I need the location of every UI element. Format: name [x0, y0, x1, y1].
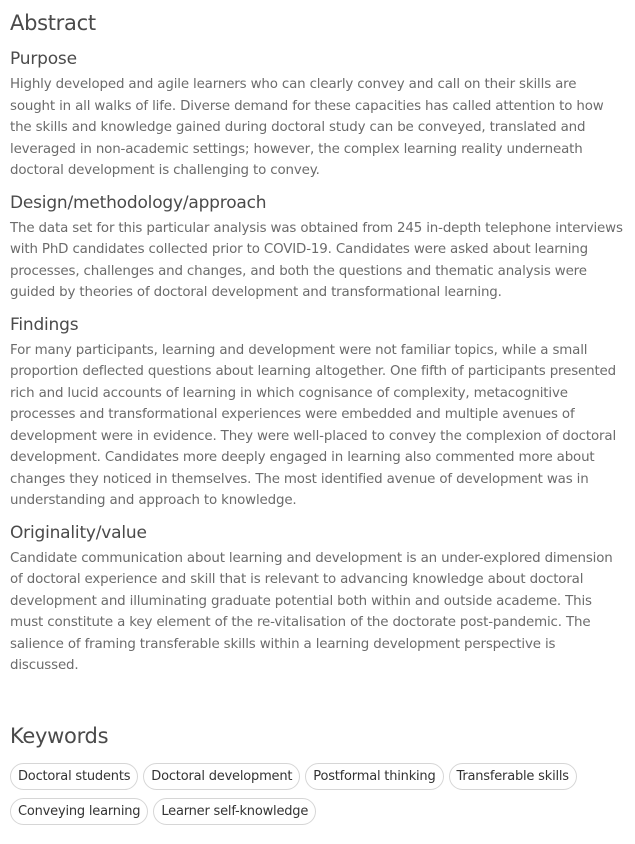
keyword-chip[interactable]: Conveying learning — [10, 798, 148, 825]
abstract-section-purpose — [10, 46, 625, 182]
section-heading-design: Design/methodology/approach — [10, 192, 267, 213]
section-heading-purpose: Purpose — [10, 49, 77, 69]
section-body-purpose: Highly developed and agile learners who can clearly convey and call on their skills are sought in all walks of life. Diverse demand for these capacities has called attention to how the skills and knowledge gained during doctoral study can be conveyed, translated and leveraged in non-academic settings; however, the complex learning reality underneath doctoral development is challenging to convey. — [10, 77, 604, 178]
abstract-section-originality — [10, 520, 625, 677]
keyword-chip[interactable]: Doctoral development — [143, 763, 300, 790]
section-body-originality: Candidate communication about learning and development is an under-explored dimension of doctoral experience and skill that is relevant to advancing knowledge about doctoral development and illuminating graduate potential both within and outside academe. This must constitute a key element of the re-vitalisation of the doctorate post-pandemic. The salience of framing transferable skills within a learning development perspective is discussed. — [10, 550, 613, 673]
keyword-chip[interactable]: Postformal thinking — [305, 763, 443, 790]
section-heading-findings: Findings — [10, 314, 79, 335]
keyword-chip[interactable]: Doctoral students — [10, 763, 138, 790]
section-body-findings: For many participants, learning and development were not familiar topics, while a small proportion deflected questions about learning altogether. One fifth of participants presented rich and lucid accounts of learning in which cognisance of complexity, metacognitive processes and transformational experiences were embedded and multiple avenues of development were in evidence. They were well-placed to convey the complexion of doctoral development. Candidates more deeply engaged in learning also commented more about changes they noticed in themselves. The most identified avenue of development was in understanding and approach to knowledge. — [10, 342, 617, 508]
keyword-chip[interactable]: Learner self-knowledge — [153, 798, 316, 825]
keywords-title: Keywords — [10, 723, 109, 748]
abstract-section-findings — [10, 312, 625, 512]
abstract-title: Abstract — [10, 11, 96, 35]
section-body-design: The data set for this particular analysis was obtained from 245 in-depth telephone interviews with PhD candidates collected prior to COVID-19. Candidates were asked about learning processes, challenges and changes, and both the questions and thematic analysis were guided by theories of doctoral development and transformational learning. — [10, 220, 623, 300]
abstract-section-design — [10, 190, 625, 304]
keyword-list — [10, 763, 610, 825]
section-heading-originality: Originality/value — [10, 522, 147, 543]
keyword-chip[interactable]: Transferable skills — [449, 763, 577, 790]
